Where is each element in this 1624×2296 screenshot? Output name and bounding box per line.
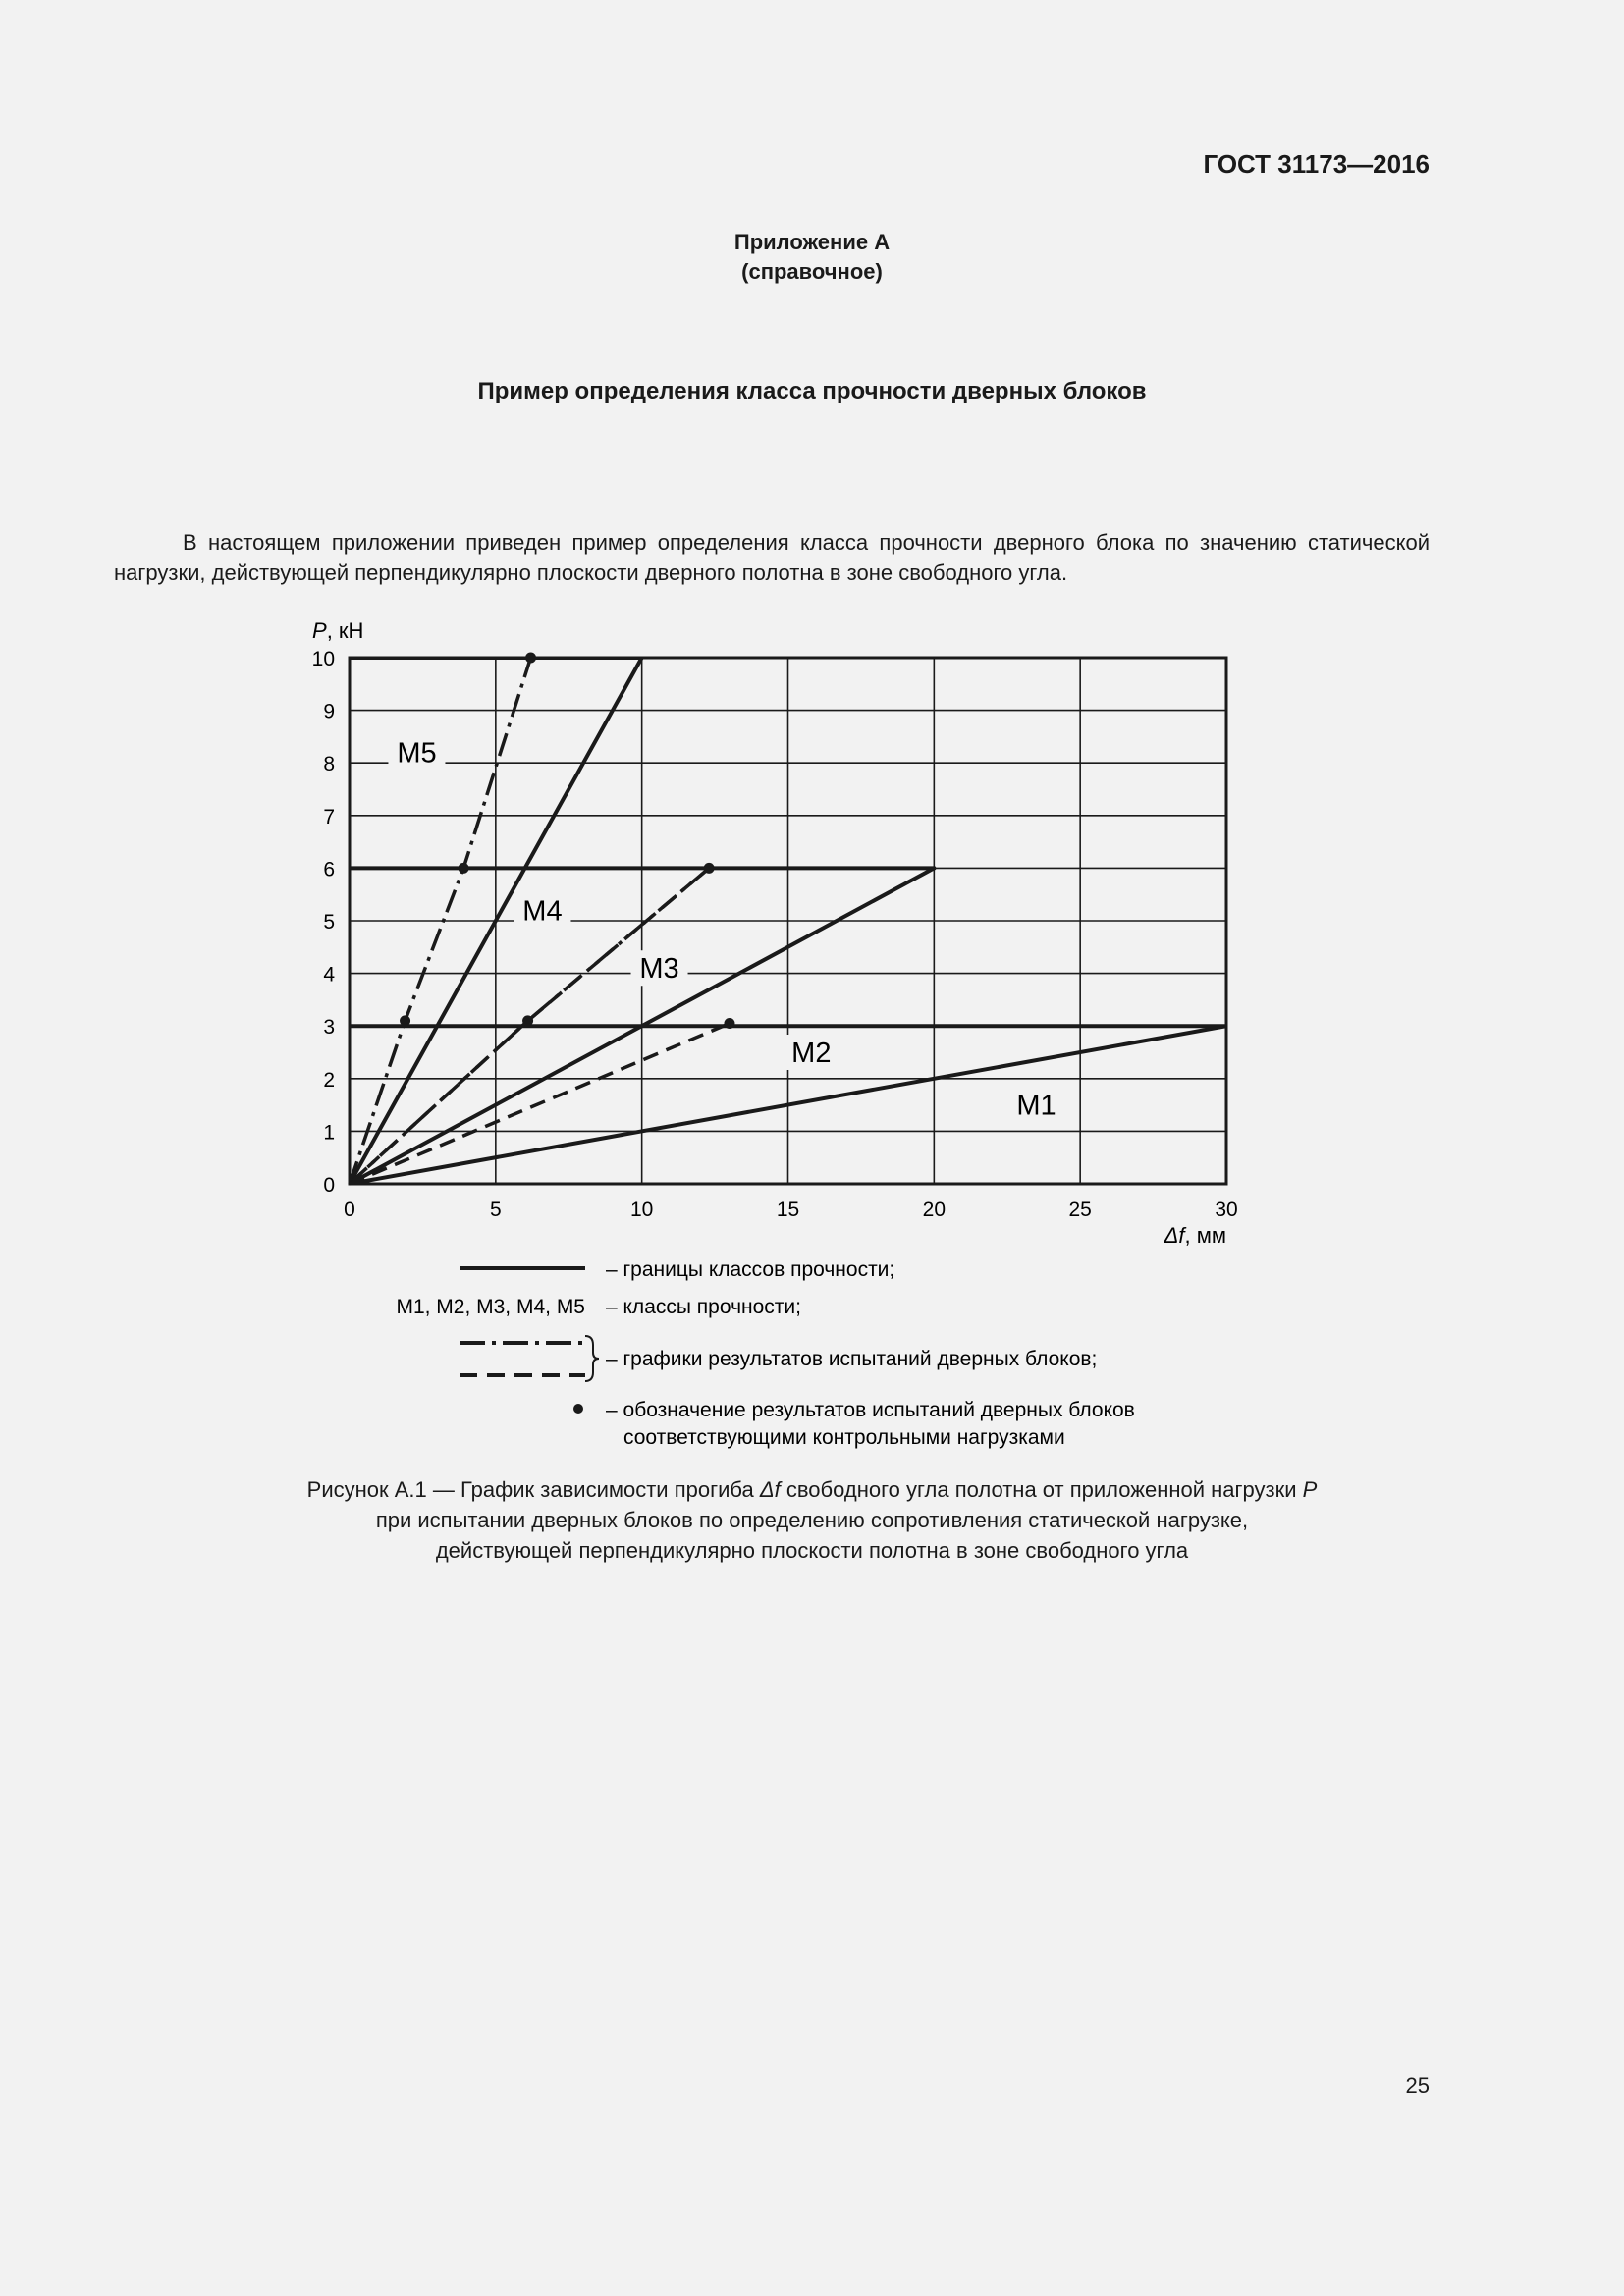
caption-line3: действующей перпендикулярно плоскости полотна в зоне свободного угла <box>435 1538 1189 1563</box>
y-tick-label: 4 <box>323 963 335 987</box>
class-label: M2 <box>791 1038 832 1069</box>
test-marker <box>459 863 469 874</box>
x-tick-label: 30 <box>1215 1199 1238 1221</box>
y-tick-label: 10 <box>311 648 335 670</box>
y-tick-label: 6 <box>323 858 335 881</box>
page-number: 25 <box>1405 2073 1430 2098</box>
figure-caption <box>0 1474 1624 1566</box>
legend-markers-line1: – обозначение результатов испытаний дверных блоков <box>606 1399 1135 1421</box>
y-tick-labels <box>312 648 336 1197</box>
test-marker <box>724 1018 734 1029</box>
standard-header: ГОСТ 31173—2016 <box>1203 149 1430 179</box>
test-marker <box>704 863 715 874</box>
class-label: M1 <box>1016 1090 1056 1122</box>
test-series-line <box>350 1024 730 1184</box>
legend-brace <box>585 1336 599 1381</box>
section-title: Пример определения класса прочности дверных блоков <box>477 378 1147 404</box>
x-tick-label: 10 <box>629 1199 654 1221</box>
caption-line1: Рисунок А.1 — График зависимости прогиба Δf свободного угла полотна от приложенной нагрузки P <box>306 1477 1318 1502</box>
x-tick-label: 0 <box>344 1199 355 1221</box>
y-tick-label: 1 <box>323 1121 335 1145</box>
test-marker <box>525 653 536 664</box>
y-tick-label: 8 <box>323 753 335 776</box>
legend-tests-text: – графики результатов испытаний дверных блоков; <box>606 1348 1098 1370</box>
class-label: M4 <box>522 895 563 928</box>
appendix-label: Приложение А <box>733 230 891 254</box>
test-marker <box>522 1015 533 1026</box>
y-tick-label: 7 <box>323 805 335 828</box>
x-tick-label: 15 <box>776 1199 800 1221</box>
y-axis-label: P, кН <box>312 618 364 643</box>
class-label: M5 <box>397 737 437 770</box>
y-tick-label: 3 <box>323 1016 335 1040</box>
x-axis-label: Δf, мм <box>1164 1223 1226 1248</box>
y-tick-label: 5 <box>323 911 335 934</box>
y-tick-label: 0 <box>323 1174 335 1197</box>
legend-markers-line2: соответствующими контрольными нагрузками <box>623 1426 1065 1449</box>
x-tick-labels <box>344 1199 1238 1221</box>
x-tick-label: 5 <box>489 1199 502 1221</box>
caption-line2: при испытании дверных блоков по определению сопротивления статической нагрузке, <box>375 1508 1249 1532</box>
legend-boundary-text: – границы классов прочности; <box>606 1258 895 1281</box>
legend-classes-key: M1, M2, M3, M4, M5 <box>396 1296 585 1318</box>
class-label: M3 <box>639 953 679 986</box>
appendix-kind: (справочное) <box>741 259 883 284</box>
intro-paragraph: В настоящем приложении приведен пример определения класса прочности дверного блока по значению статической нагрузки, действующей перпендикулярно плоскости дверного полотна в зоне свободного угла. <box>114 530 1430 585</box>
legend-classes-text: – классы прочности; <box>606 1296 801 1318</box>
y-tick-label: 2 <box>323 1068 335 1092</box>
y-tick-label: 9 <box>323 700 335 723</box>
x-tick-label: 20 <box>922 1199 947 1221</box>
test-marker <box>400 1015 410 1026</box>
legend-marker-dot <box>573 1404 583 1414</box>
x-tick-label: 25 <box>1068 1199 1092 1221</box>
